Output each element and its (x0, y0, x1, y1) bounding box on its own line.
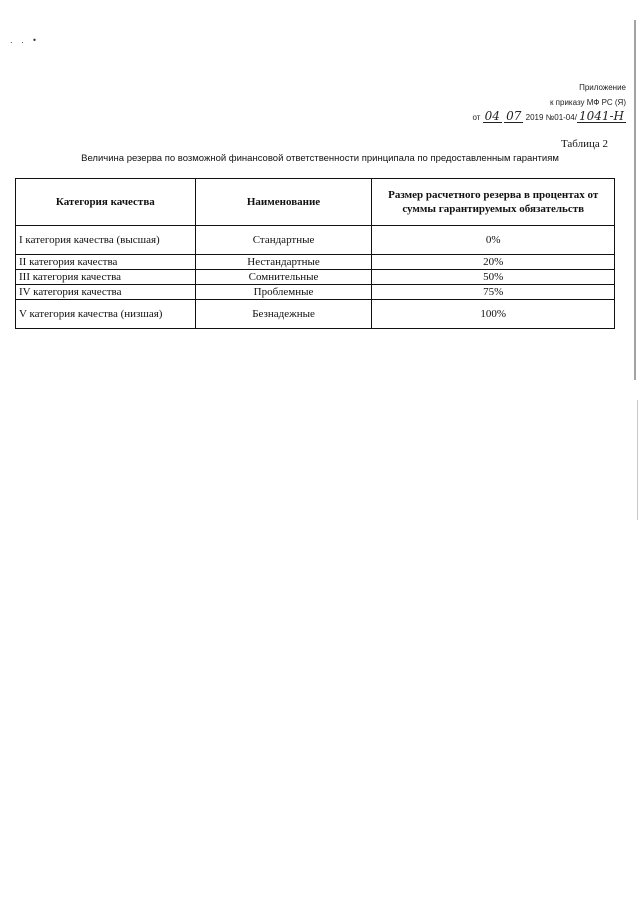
table-row (16, 300, 615, 329)
document-title: Величина резерва по возможной финансовой ответственности принципала по предоставленным гарантиям (81, 153, 559, 164)
table-row (16, 285, 615, 300)
category-cell: V категория качества (низшая) (16, 300, 196, 329)
appendix-label: Приложение (579, 83, 626, 92)
handwritten-day: 04 (484, 109, 500, 123)
percent-cell: 0% (372, 226, 615, 255)
table-caption: Таблица 2 (560, 138, 608, 150)
handwritten-month: 07 (506, 109, 522, 123)
reserve-table (15, 178, 615, 329)
name-cell: Нестандартные (195, 255, 372, 270)
scan-edge-mark (634, 20, 636, 380)
percent-cell: 50% (372, 270, 615, 285)
table-header-row (16, 179, 615, 226)
table-row (16, 226, 615, 255)
table-row (16, 255, 615, 270)
category-cell: I категория качества (высшая) (16, 226, 196, 255)
column-header-reserve-percent: Размер расчетного резерва в процентах от суммы гарантируемых обязательств (372, 179, 615, 226)
appendix-date-line (472, 110, 626, 125)
handwritten-doc-number: 1041-Н (578, 109, 624, 123)
table-row (16, 270, 615, 285)
name-cell: Сомнительные (195, 270, 372, 285)
percent-cell: 20% (372, 255, 615, 270)
name-cell: Стандартные (195, 226, 372, 255)
name-cell: Проблемные (195, 285, 372, 300)
column-header-category: Категория качества (16, 179, 196, 226)
percent-cell: 100% (372, 300, 615, 329)
column-header-name: Наименование (195, 179, 372, 226)
appendix-year-number: 2019 №01-04/ (525, 113, 577, 122)
appendix-block (472, 80, 626, 125)
appendix-order-ref: к приказу МФ РС (Я) (549, 98, 626, 107)
category-cell: II категория качества (16, 255, 196, 270)
scan-edge-mark-lower (637, 400, 638, 520)
category-cell: III категория качества (16, 270, 196, 285)
percent-cell: 75% (372, 285, 615, 300)
appendix-prefix: от (472, 113, 481, 122)
category-cell: IV категория качества (16, 285, 196, 300)
scan-specks: . . • (10, 36, 40, 45)
name-cell: Безнадежные (195, 300, 372, 329)
